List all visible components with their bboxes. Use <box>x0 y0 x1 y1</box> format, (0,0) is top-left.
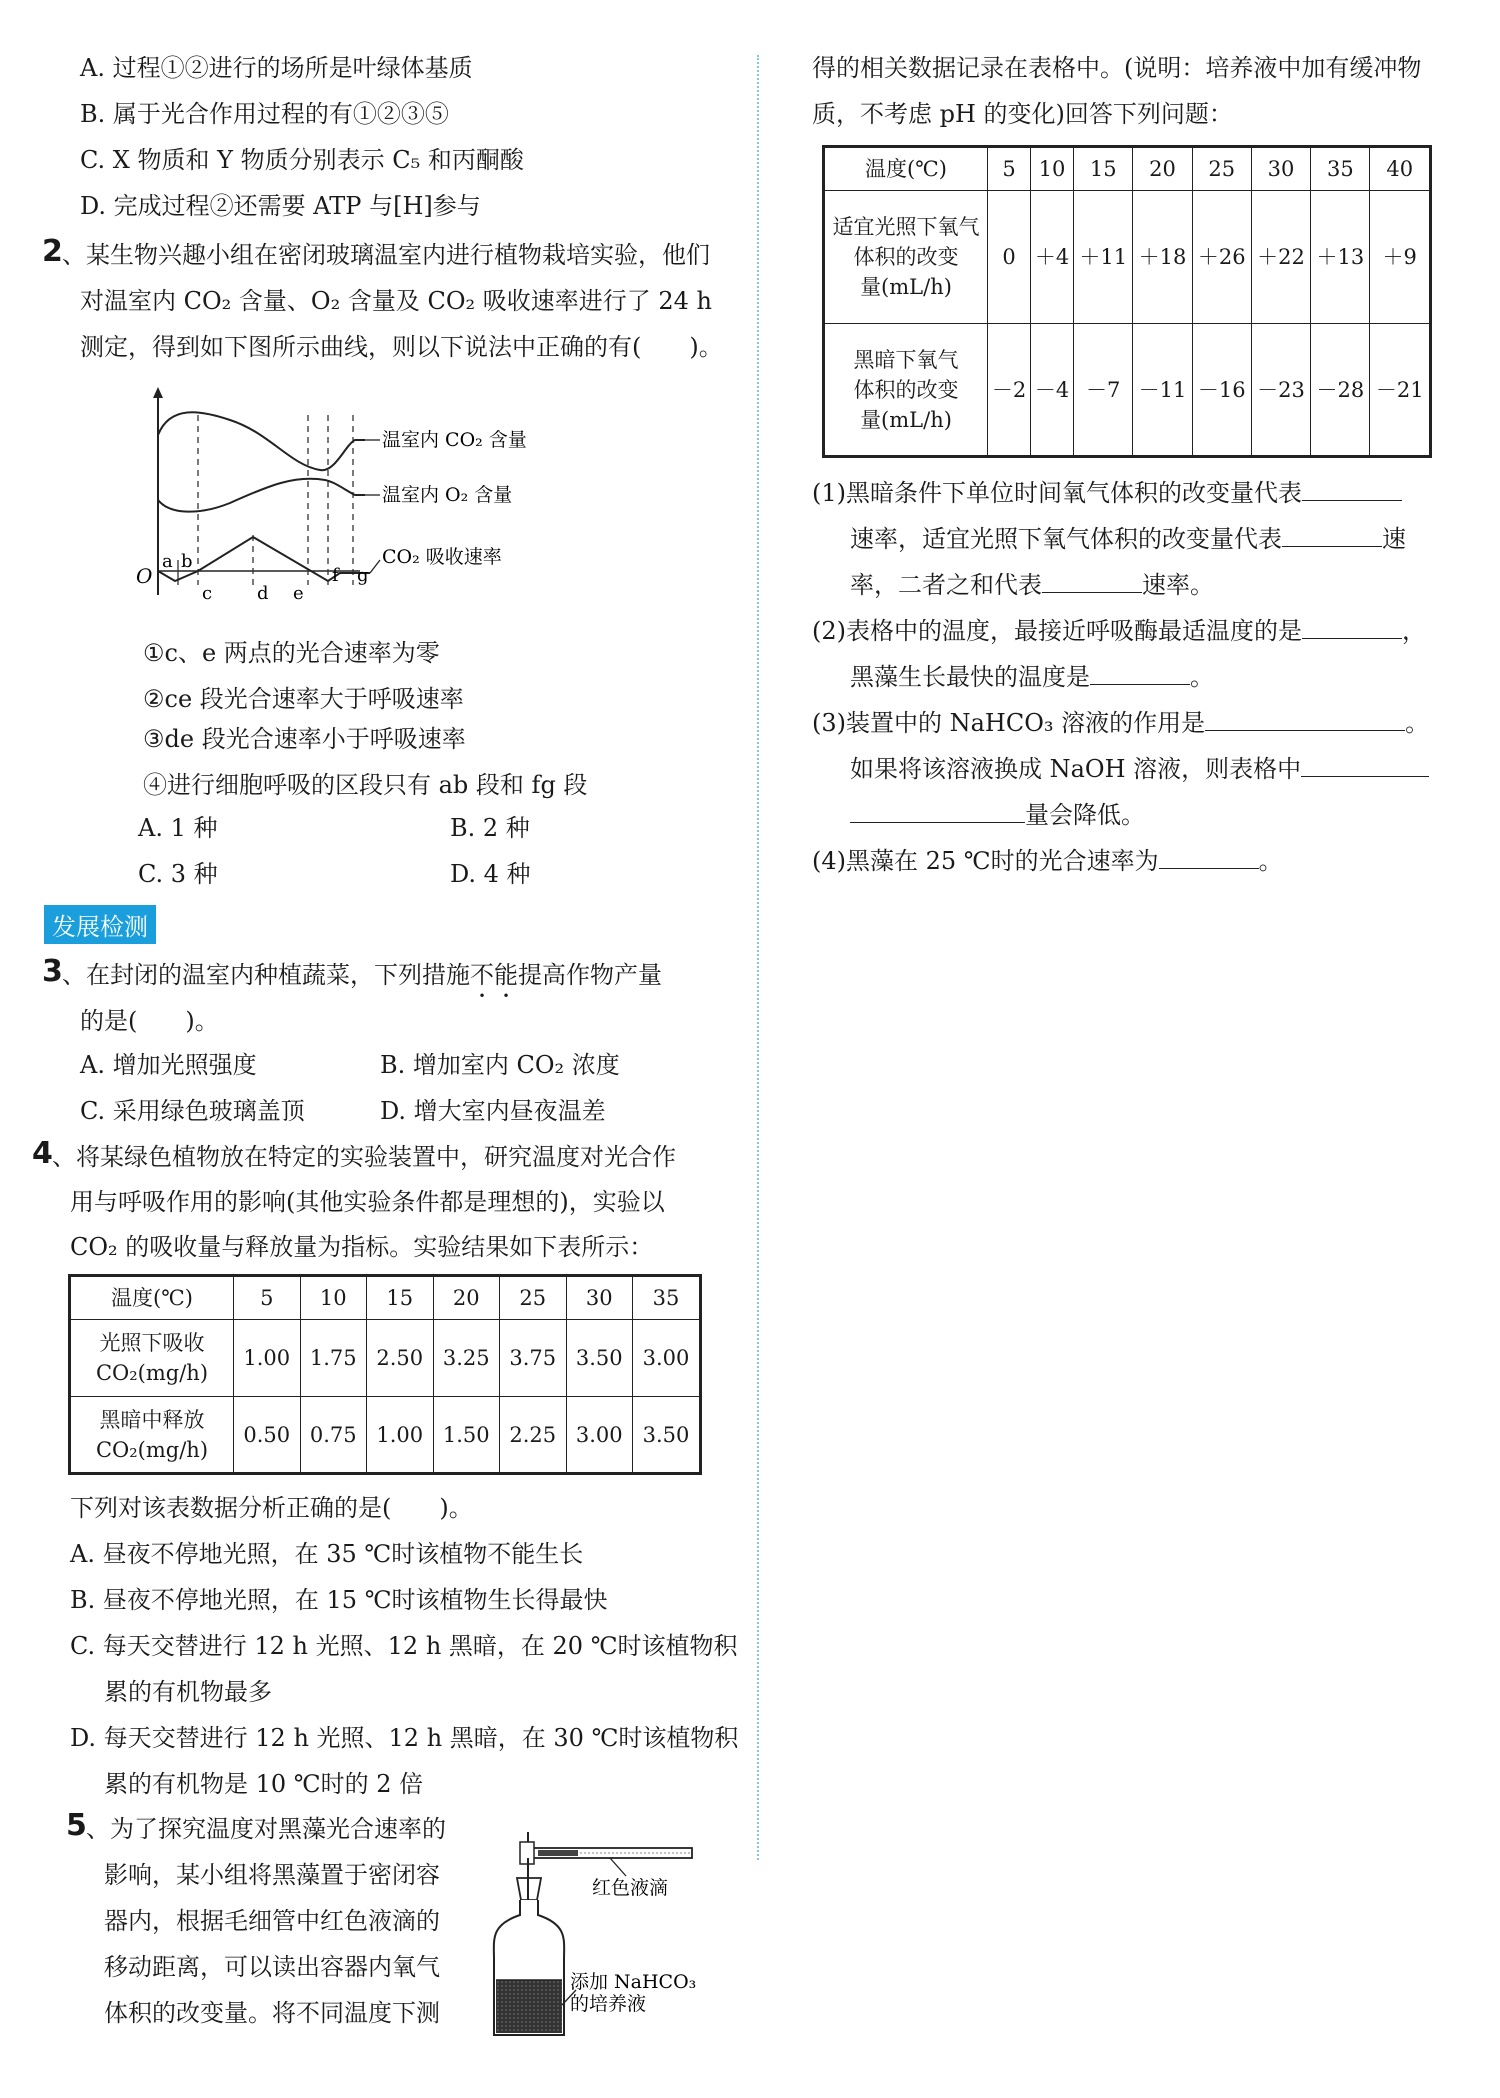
q5-temp-cell: 35 <box>1311 147 1370 191</box>
q5-value-cell: －21 <box>1370 324 1431 457</box>
subq1-text-c-end: 速率。 <box>1142 571 1214 599</box>
q4-temp-cell: 30 <box>566 1276 633 1320</box>
q4-row-label <box>70 1320 234 1397</box>
subq2-text-b: 黑藻生长最快的温度是 <box>850 663 1090 691</box>
answer-blank[interactable] <box>1282 524 1382 547</box>
q4-temp-cell: 5 <box>234 1276 301 1320</box>
q5-value-cell: ＋26 <box>1192 191 1251 324</box>
subq4-text-a-end: 。 <box>1258 847 1283 875</box>
q1-option-b: B. 属于光合作用过程的有①②③⑤ <box>80 100 449 128</box>
q5-data-table <box>822 145 1432 458</box>
answer-blank[interactable] <box>1302 616 1402 639</box>
q5-number: 5 <box>66 1808 87 1843</box>
q1-option-a: A. 过程①②进行的场所是叶绿体基质 <box>80 54 473 82</box>
q4-stem-line1: 、将某绿色植物放在特定的实验装置中，研究温度对光合作 <box>52 1143 676 1171</box>
label-solution-line2: 的培养液 <box>570 1993 647 2015</box>
q5-value-cell: ＋9 <box>1370 191 1431 324</box>
q4-option-c-line2: 累的有机物最多 <box>104 1678 272 1706</box>
q4-value-cell: 2.25 <box>500 1397 567 1474</box>
q4-value-cell: 3.00 <box>566 1397 633 1474</box>
row-label-line: 量(mL/h) <box>860 275 952 299</box>
label-red-droplet: 红色液滴 <box>592 1877 669 1899</box>
q5-value-cell: －2 <box>988 324 1031 457</box>
q2-stem-line2: 对温室内 CO₂ 含量、O₂ 含量及 CO₂ 吸收速率进行了 24 h <box>80 287 713 315</box>
subq1-text-b: 速率，适宜光照下氧气体积的改变量代表 <box>850 525 1282 553</box>
q2-stem-line1: 、某生物兴趣小组在密闭玻璃温室内进行植物栽培实验，他们 <box>62 241 710 269</box>
row-label-line: 体积的改变 <box>853 377 959 402</box>
q4-value-cell: 3.00 <box>633 1320 701 1397</box>
q2-number: 2 <box>42 234 63 269</box>
subq2-text-a-end: ， <box>1402 617 1426 645</box>
subq2-line1 <box>812 616 1426 646</box>
subq4-line1 <box>812 846 1283 876</box>
q2-option-b: B. 2 种 <box>450 814 530 842</box>
q5-stem-line2: 影响，某小组将黑藻置于密闭容 <box>104 1861 440 1889</box>
q4-option-d-line1: D. 每天交替进行 12 h 光照、12 h 黑暗，在 30 ℃时该植物积 <box>70 1724 739 1752</box>
q1-option-d: D. 完成过程②还需要 ATP 与[H]参与 <box>80 192 481 220</box>
q5-stem-line1: 、为了探究温度对黑藻光合速率的 <box>86 1815 446 1843</box>
table-row <box>824 191 1431 324</box>
subq3-text-a-end: 。 <box>1405 709 1430 737</box>
q5-row-label <box>824 324 988 457</box>
label-solution-line1: 添加 NaHCO₃ <box>570 1971 697 1993</box>
row-label-line: 黑暗下氧气 <box>853 347 959 372</box>
section-title: 发展检测 <box>44 905 156 944</box>
q3-emphasis: 不能 <box>470 961 518 989</box>
label-origin: O <box>136 564 153 588</box>
q4-value-cell: 1.00 <box>234 1320 301 1397</box>
answer-blank[interactable] <box>1205 708 1405 731</box>
subq3-text-c-end: 量会降低。 <box>1025 801 1145 829</box>
q5-temp-cell: 5 <box>988 147 1031 191</box>
subq3-text-a: (3)装置中的 NaHCO₃ 溶液的作用是 <box>812 709 1206 737</box>
q4-option-d-line2: 累的有机物是 10 ℃时的 2 倍 <box>104 1770 424 1798</box>
q4-row-label <box>70 1397 234 1474</box>
q5-stem-line4: 移动距离，可以读出容器内氧气 <box>104 1953 440 1981</box>
q4-number: 4 <box>32 1136 53 1171</box>
subq1-line2 <box>850 524 1406 554</box>
q5-temp-cell: 20 <box>1133 147 1192 191</box>
q1-option-c: C. X 物质和 Y 物质分别表示 C₅ 和丙酮酸 <box>80 146 524 174</box>
subq3-text-b: 如果将该溶液换成 NaOH 溶液，则表格中 <box>850 755 1302 783</box>
answer-blank[interactable] <box>1042 570 1142 593</box>
q5-continued-line1: 得的相关数据记录在表格中。(说明：培养液中加有缓冲物 <box>812 54 1422 82</box>
subq3-line2 <box>850 754 1429 784</box>
subq2-text-b-end: 。 <box>1190 663 1214 691</box>
q2-statement-4: ④进行细胞呼吸的区段只有 ab 段和 fg 段 <box>143 771 588 799</box>
subq1-text-a: (1)黑暗条件下单位时间氧气体积的改变量代表 <box>812 479 1302 507</box>
q5-value-cell: －7 <box>1074 324 1133 457</box>
label-point-b: b <box>181 551 193 572</box>
subq1-line3 <box>850 570 1214 600</box>
row-label-line: 体积的改变 <box>853 245 959 269</box>
q3-option-b: B. 增加室内 CO₂ 浓度 <box>380 1051 620 1079</box>
q5-temp-cell: 25 <box>1192 147 1251 191</box>
row-label-line: 量(mL/h) <box>860 407 952 432</box>
label-point-f: f <box>332 565 339 586</box>
subq3-line1 <box>812 708 1429 738</box>
table-row <box>70 1320 701 1397</box>
subq2-text-a: (2)表格中的温度，最接近呼吸酶最适温度的是 <box>812 617 1302 645</box>
q2-option-d: D. 4 种 <box>450 860 531 888</box>
answer-blank[interactable] <box>850 800 1025 823</box>
q2-statement-2: ②ce 段光合速率大于呼吸速率 <box>143 685 464 713</box>
q4-option-c-line1: C. 每天交替进行 12 h 光照、12 h 黑暗，在 20 ℃时该植物积 <box>70 1632 738 1660</box>
label-point-c: c <box>202 583 213 604</box>
q5-header-label: 温度(℃) <box>824 147 988 191</box>
q4-value-cell: 3.50 <box>566 1320 633 1397</box>
q5-value-cell: ＋18 <box>1133 191 1192 324</box>
q4-value-cell: 3.50 <box>633 1397 701 1474</box>
subq1-text-b-end: 速 <box>1382 525 1406 553</box>
q4-value-cell: 3.75 <box>500 1320 567 1397</box>
subq4-text-a: (4)黑藻在 25 ℃时的光合速率为 <box>812 847 1159 875</box>
q5-value-cell: －11 <box>1133 324 1192 457</box>
q5-continued-line2: 质，不考虑 pH 的变化)回答下列问题： <box>812 100 1233 128</box>
q5-temp-cell: 10 <box>1031 147 1074 191</box>
q4-temp-cell: 35 <box>633 1276 701 1320</box>
q4-header-label: 温度(℃) <box>70 1276 234 1320</box>
q4-value-cell: 3.25 <box>433 1320 500 1397</box>
q4-temp-cell: 25 <box>500 1276 567 1320</box>
answer-blank[interactable] <box>1301 754 1429 777</box>
q3-option-d: D. 增大室内昼夜温差 <box>380 1097 606 1125</box>
q4-value-cell: 0.50 <box>234 1397 301 1474</box>
q4-option-a: A. 昼夜不停地光照，在 35 ℃时该植物不能生长 <box>70 1540 584 1568</box>
q4-temp-cell: 10 <box>300 1276 367 1320</box>
label-o2-content: 温室内 O₂ 含量 <box>382 484 513 506</box>
q4-option-b: B. 昼夜不停地光照，在 15 ℃时该植物生长得最快 <box>70 1586 608 1614</box>
table-row <box>70 1397 701 1474</box>
row-label-line: 黑暗中释放 <box>99 1407 205 1432</box>
answer-blank[interactable] <box>1302 478 1402 501</box>
q5-value-cell: ＋11 <box>1074 191 1133 324</box>
q3-stem-line1 <box>62 960 662 1003</box>
q2-stem-line3: 测定，得到如下图所示曲线，则以下说法中正确的有( )。 <box>80 333 723 361</box>
q4-temp-cell: 15 <box>367 1276 434 1320</box>
q5-temp-cell: 15 <box>1074 147 1133 191</box>
q2-option-c: C. 3 种 <box>138 860 218 888</box>
q5-value-cell: 0 <box>988 191 1031 324</box>
label-co2-content: 温室内 CO₂ 含量 <box>382 429 527 451</box>
q5-row-label <box>824 191 988 324</box>
q3-option-c: C. 采用绿色玻璃盖顶 <box>80 1097 305 1125</box>
row-label-line: 适宜光照下氧气 <box>832 215 980 239</box>
q2-statement-3: ③de 段光合速率小于呼吸速率 <box>143 725 466 753</box>
q4-data-table <box>68 1274 702 1475</box>
subq1-line1 <box>812 478 1402 508</box>
q5-value-cell: ＋4 <box>1031 191 1074 324</box>
label-point-g: g <box>357 565 369 586</box>
q4-value-cell: 1.50 <box>433 1397 500 1474</box>
q5-value-cell: －16 <box>1192 324 1251 457</box>
q5-apparatus-figure <box>480 1820 760 2055</box>
q3-stem-suffix: 提高作物产量 <box>518 961 662 989</box>
q4-question: 下列对该表数据分析正确的是( )。 <box>70 1494 473 1522</box>
q5-stem-line3: 器内，根据毛细管中红色液滴的 <box>104 1907 440 1935</box>
q3-stem-line2: 的是( )。 <box>80 1007 219 1035</box>
q5-value-cell: ＋13 <box>1311 191 1370 324</box>
row-label-line: 光照下吸收 <box>99 1331 205 1355</box>
q5-value-cell: －4 <box>1031 324 1074 457</box>
q2-option-a: A. 1 种 <box>138 814 218 842</box>
q5-temp-cell: 30 <box>1251 147 1310 191</box>
label-point-a: a <box>162 551 173 572</box>
q2-statement-1: ①c、e 两点的光合速率为零 <box>143 639 440 667</box>
answer-blank[interactable] <box>1159 846 1259 869</box>
label-co2-rate: CO₂ 吸收速率 <box>382 546 502 568</box>
q3-number: 3 <box>42 954 63 989</box>
label-point-e: e <box>293 583 304 604</box>
q5-stem-line5: 体积的改变量。将不同温度下测 <box>104 1999 440 2027</box>
q4-value-cell: 1.75 <box>300 1320 367 1397</box>
q2-curve-figure <box>130 385 580 615</box>
q5-value-cell: －28 <box>1311 324 1370 457</box>
label-point-d: d <box>257 583 269 604</box>
q4-value-cell: 2.50 <box>367 1320 434 1397</box>
q4-stem-line2: 用与呼吸作用的影响(其他实验条件都是理想的)，实验以 <box>70 1188 665 1216</box>
q5-value-cell: ＋22 <box>1251 191 1310 324</box>
subq2-line2 <box>850 662 1214 692</box>
table-row <box>824 324 1431 457</box>
row-label-line: CO₂(mg/h) <box>95 1437 209 1462</box>
column-divider <box>757 55 759 1860</box>
q4-stem-line3: CO₂ 的吸收量与释放量为指标。实验结果如下表所示： <box>70 1233 654 1261</box>
row-label-line: CO₂(mg/h) <box>95 1361 209 1385</box>
subq1-text-c: 率，二者之和代表 <box>850 571 1042 599</box>
q3-stem-prefix: 、在封闭的温室内种植蔬菜，下列措施 <box>62 961 470 989</box>
answer-blank[interactable] <box>1090 662 1190 685</box>
q5-value-cell: －23 <box>1251 324 1310 457</box>
subq3-line3 <box>850 800 1145 830</box>
q3-option-a: A. 增加光照强度 <box>80 1051 257 1079</box>
q5-temp-cell: 40 <box>1370 147 1431 191</box>
q4-temp-cell: 20 <box>433 1276 500 1320</box>
q4-value-cell: 1.00 <box>367 1397 434 1474</box>
q4-value-cell: 0.75 <box>300 1397 367 1474</box>
